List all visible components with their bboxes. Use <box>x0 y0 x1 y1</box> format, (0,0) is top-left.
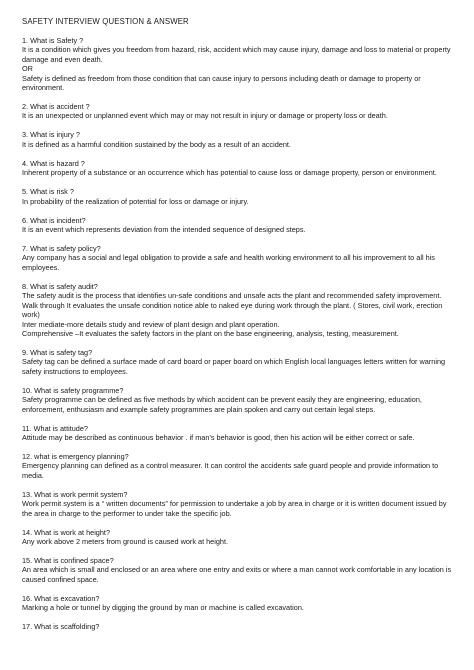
answer: Work permit system is a “ written documents” for permission to undertake a job by area in charge or it is written document issued by the area in charge to the performer to under take the specific job. <box>22 499 447 518</box>
qa-item <box>22 452 456 480</box>
question: 1. What is Safety ? <box>22 36 84 45</box>
answer: It is a condition which gives you freedom from hazard, risk, accident which may cause injury, damage and loss to material or property damage and even death. OR Safety is defined as freedom from those condition that can cause injury to persons including death or damage to property or environment. <box>22 45 451 93</box>
qa-item <box>22 159 456 178</box>
question: 3. What is injury ? <box>22 130 80 140</box>
question: 4. What is hazard ? <box>22 158 85 168</box>
question: 9. What is safety tag? <box>22 347 93 357</box>
answer: Inherent property of a substance or an occurrence which has potential to cause loss or damage property, person or environment. <box>22 168 437 178</box>
question: 2. What is accident ? <box>22 102 90 112</box>
answer: It is defined as a harmful condition sustained by the body as a result of an accident. <box>22 139 291 149</box>
answer: Any work above 2 meters from ground is caused work at height. <box>22 536 229 546</box>
answer: Any company has a social and legal obligation to provide a safe and health working environment to all his improvement to all his employees. <box>22 253 435 272</box>
qa-item <box>22 244 456 272</box>
answer: An area which is small and enclosed or an area where one entry and exits or where a man cannot work comfortable in any location is caused confined space. <box>22 565 452 584</box>
question: 12. what is emergency planning? <box>22 451 129 461</box>
qa-item <box>22 36 456 92</box>
question: 15. What is confined space? <box>22 555 114 565</box>
answer: It is an event which represents deviation from the intended sequence of designed steps. <box>22 225 306 235</box>
answer: The safety audit is the process that identifies un-safe conditions and unsafe acts the plant and recommended safety improvement. Walk through It evaluates the unsafe condition notice able to naked eye during work through the plant. ( Stores, civil work, erection work) Inter mediate-more details study and review of plant design and plant operation. Comprehensive –It evaluates the safety factors in the plant on the base engineering, analysis, testing, measurement. <box>22 291 443 338</box>
answer: Attitude may be described as continuous behavior . if man’s behavior is good, then his action will be either correct or safe. <box>22 432 415 442</box>
qa-item <box>22 424 456 443</box>
answer: Marking a hole or tunnel by digging the ground by man or machine is called excavation. <box>22 603 304 613</box>
qa-item <box>22 187 456 206</box>
question: 17. What is scaffolding? <box>22 622 100 632</box>
document-title: SAFETY INTERVIEW QUESTION & ANSWER <box>22 17 189 26</box>
question: 8. What is safety audit? <box>22 281 98 291</box>
question: 5. What is risk ? <box>22 187 74 197</box>
qa-item <box>22 130 456 149</box>
qa-item <box>22 490 456 518</box>
question: 6. What is incident? <box>22 215 86 225</box>
qa-item <box>22 528 456 547</box>
question: 13. What is work permit system? <box>22 489 128 499</box>
qa-item <box>22 102 456 121</box>
qa-item <box>22 282 456 338</box>
question: 14. What is work at height? <box>22 527 111 537</box>
qa-item <box>22 622 456 631</box>
answer: Safety programme can be defined as five methods by which accident can be prevent easily they are engineering, education, enforcement, enthusiasm and example safety programmes are plain spoken and carry out certain legal steps. <box>22 395 422 414</box>
answer: It is an unexpected or unplanned event which may or may not result in injury or damage or property loss or death. <box>22 111 388 121</box>
qa-item <box>22 594 456 613</box>
answer: Emergency planning can defined as a control measurer. It can control the accidents safe guard people and provide information to media. <box>22 461 439 480</box>
answer: In probability of the realization of potential for loss or damage or injury. <box>22 196 249 206</box>
qa-item <box>22 386 456 414</box>
question: 11. What is attitude? <box>22 423 88 433</box>
question: 16. What is excavation? <box>22 593 100 603</box>
qa-item <box>22 556 456 584</box>
answer: Safety tag can be defined a surface made of card board or paper board on which English local languages letters written for warning safety instructions to employees. <box>22 357 446 376</box>
question: 10. What is safety programme? <box>22 385 124 395</box>
qa-item <box>22 348 456 376</box>
qa-item <box>22 216 456 235</box>
question: 7. What is safety policy? <box>22 244 101 254</box>
